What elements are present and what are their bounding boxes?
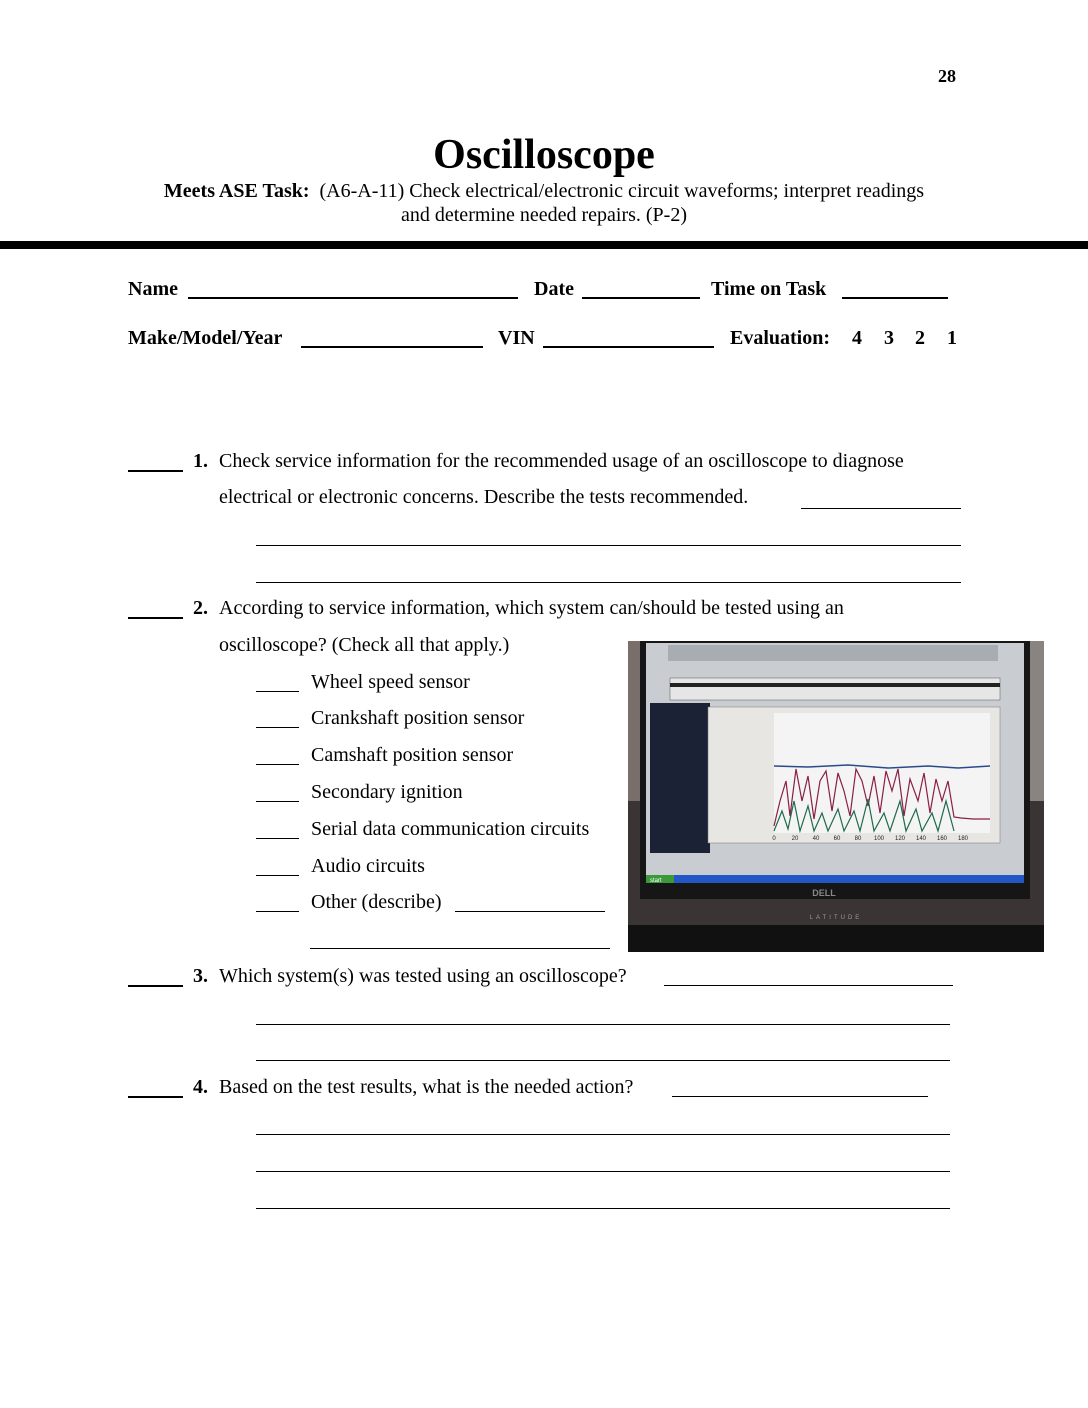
x-tick-label: 140 — [915, 836, 927, 842]
other-describe-line[interactable] — [310, 948, 610, 949]
q2-score-blank[interactable] — [128, 617, 183, 619]
option-camshaft-position-sensor: Camshaft position sensor — [311, 744, 514, 766]
q3-score-blank[interactable] — [128, 985, 183, 987]
q3-answer-line[interactable] — [256, 1060, 950, 1061]
dell-logo: DELL — [812, 888, 836, 898]
taskbar — [646, 875, 1024, 883]
ase-task-text: (A6-A-11) Check electrical/electronic circuit waveforms; interpret readings — [319, 180, 925, 202]
graph-area — [774, 713, 990, 833]
ase-task-line-1 — [0, 179, 1088, 203]
name-label: Name — [128, 278, 178, 300]
toolbar — [668, 645, 998, 661]
page-title: Oscilloscope — [433, 132, 655, 178]
q4-answer-line[interactable] — [672, 1096, 928, 1097]
q4-answer-line[interactable] — [256, 1171, 950, 1172]
option-serial-data-circuits: Serial data communication circuits — [311, 818, 590, 840]
option-crankshaft-position-sensor: Crankshaft position sensor — [311, 707, 525, 729]
q4-number: 4. — [193, 1076, 208, 1098]
q1-answer-line[interactable] — [256, 545, 961, 546]
time-on-task-label: Time on Task — [711, 278, 827, 300]
ase-task-line-2: and determine needed repairs. (P-2) — [401, 204, 687, 226]
option-wheel-speed-sensor: Wheel speed sensor — [311, 671, 470, 693]
x-tick-label: 160 — [936, 836, 948, 842]
option-checkbox-other[interactable] — [256, 911, 299, 912]
x-tick-label: 0 — [772, 836, 776, 842]
option-checkbox-crankshaft[interactable] — [256, 727, 299, 728]
date-field[interactable] — [582, 297, 700, 299]
option-audio-circuits: Audio circuits — [311, 855, 425, 877]
make-model-year-field[interactable] — [301, 346, 483, 348]
q4-answer-line[interactable] — [256, 1134, 950, 1135]
evaluation-label: Evaluation: — [730, 327, 831, 349]
option-checkbox-secondary-ignition[interactable] — [256, 801, 299, 802]
make-model-year-label: Make/Model/Year — [128, 327, 283, 349]
q1-text-line-1: Check service information for the recommended usage of an oscilloscope to diagnose — [219, 450, 904, 472]
time-on-task-field[interactable] — [842, 297, 948, 299]
vin-field[interactable] — [543, 346, 714, 348]
q2-text-line-2: oscilloscope? (Check all that apply.) — [219, 634, 510, 656]
x-tick-label: 60 — [833, 836, 841, 842]
x-tick-label: 20 — [791, 836, 799, 842]
q4-answer-line[interactable] — [256, 1208, 950, 1209]
option-other-describe: Other (describe) — [311, 891, 442, 913]
latitude-label: LATITUDE — [809, 915, 863, 921]
ase-task-label: Meets ASE Task: — [163, 180, 310, 202]
q1-text-line-2: electrical or electronic concerns. Describe the tests recommended. — [219, 486, 749, 508]
q1-number: 1. — [193, 450, 208, 472]
vin-label: VIN — [498, 327, 535, 349]
x-tick-label: 120 — [894, 836, 906, 842]
option-secondary-ignition: Secondary ignition — [311, 781, 463, 803]
q3-number: 3. — [193, 965, 208, 987]
q2-number: 2. — [193, 597, 208, 619]
laptop-oscilloscope-photo — [628, 641, 1044, 952]
q1-answer-line[interactable] — [801, 508, 961, 509]
x-tick-label: 180 — [957, 836, 969, 842]
evaluation-score-1[interactable]: 1 — [947, 327, 957, 349]
option-checkbox-serial-data[interactable] — [256, 838, 299, 839]
q3-answer-line[interactable] — [664, 985, 953, 986]
header-divider — [0, 241, 1088, 249]
data-table — [670, 678, 1000, 700]
q4-text: Based on the test results, what is the needed action? — [219, 1076, 634, 1098]
option-checkbox-camshaft[interactable] — [256, 764, 299, 765]
q3-answer-line[interactable] — [256, 1024, 950, 1025]
name-field[interactable] — [188, 297, 518, 299]
x-tick-label: 40 — [812, 836, 820, 842]
evaluation-score-2[interactable]: 2 — [915, 327, 925, 349]
q1-answer-line[interactable] — [256, 582, 961, 583]
other-describe-line[interactable] — [455, 911, 605, 912]
start-label: start — [650, 878, 662, 884]
q3-text: Which system(s) was tested using an oscilloscope? — [219, 965, 627, 987]
page-number: 28 — [938, 66, 956, 86]
keyboard — [628, 925, 1044, 952]
q2-text-line-1: According to service information, which system can/should be tested using an — [219, 597, 844, 619]
evaluation-score-4[interactable]: 4 — [852, 327, 862, 349]
date-label: Date — [534, 278, 574, 300]
x-tick-label: 100 — [873, 836, 885, 842]
q4-score-blank[interactable] — [128, 1096, 183, 1098]
x-tick-label: 80 — [854, 836, 862, 842]
option-checkbox-wheel-speed[interactable] — [256, 691, 299, 692]
side-menu — [650, 703, 710, 853]
option-checkbox-audio[interactable] — [256, 875, 299, 876]
evaluation-score-3[interactable]: 3 — [884, 327, 894, 349]
q1-score-blank[interactable] — [128, 470, 183, 472]
